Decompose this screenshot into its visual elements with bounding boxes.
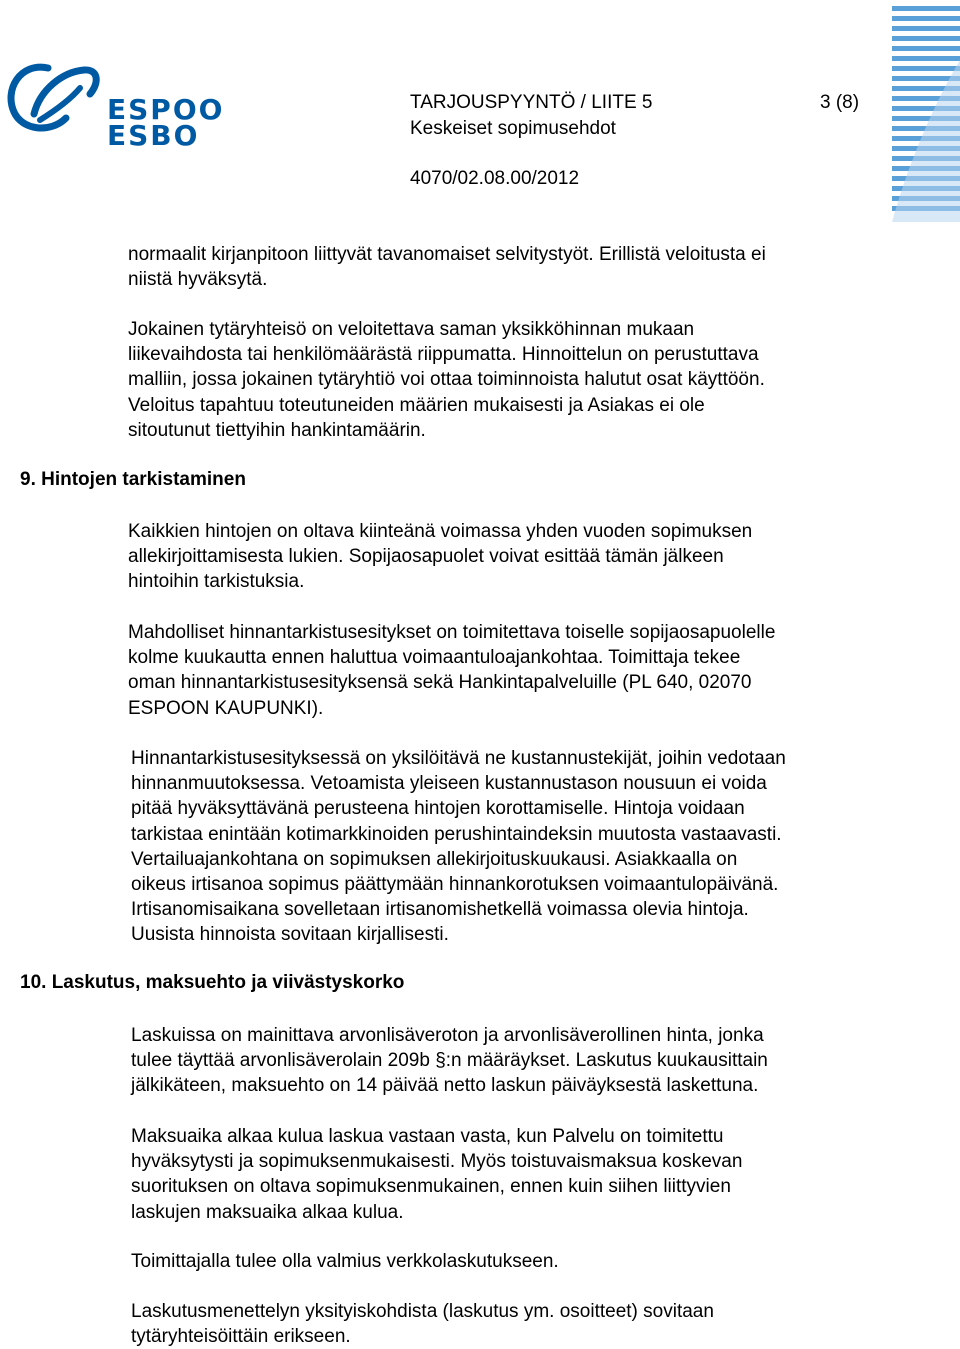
text-line: normaalit kirjanpitoon liittyvät tavanomaiset selvitystyöt. Erillistä veloitusta ei	[128, 244, 766, 265]
text-line: Irtisanomisaikana sovelletaan irtisanomishetkellä voimassa olevia hintoja.	[131, 899, 749, 921]
text-line: kolme kuukautta ennen haluttua voimaantuloajankohtaa. Toimittaja tekee	[128, 647, 741, 669]
text-line: sitoutunut tiettyihin hankintamäärin.	[128, 419, 426, 441]
text-line: niistä hyväksytä.	[128, 269, 268, 291]
text-line: hintoihin tarkistuksia.	[128, 571, 305, 593]
text-line: Hinnantarkistusesityksessä on yksilöitävä ne kustannustekijät, joihin vedotaan	[131, 748, 786, 769]
decorative-stripes	[892, 0, 960, 222]
text-line: tulee täyttää arvonlisäverolain 209b §:n määräykset. Laskutus kuukausittain	[131, 1050, 768, 1072]
text-line: Toimittajalla tulee olla valmius verkkolaskutukseen.	[131, 1251, 559, 1272]
text-line: Laskuissa on mainittava arvonlisäveroton ja arvonlisäverollinen hinta, jonka	[131, 1025, 764, 1046]
paragraph	[128, 317, 918, 443]
text-line: hyväksytysti ja sopimuksenmukaisesti. Myös toistuvaismaksua koskevan	[131, 1151, 743, 1173]
document-subtitle: Keskeiset sopimusehdot	[410, 118, 616, 139]
page-number: 3 (8)	[820, 92, 860, 113]
text-line: Vertailuajankohtana on sopimuksen allekirjoituskuukausi. Asiakkaalla on	[131, 848, 738, 870]
text-line: jälkikäteen, maksuehto on 14 päivää netto laskun päiväyksestä laskettuna.	[131, 1075, 759, 1097]
paragraph	[128, 620, 918, 721]
text-line: Veloitus tapahtuu toteutuneiden määrien mukaisesti ja Asiakas ei ole	[128, 394, 705, 416]
text-line: oikeus irtisanoa sopimus päättymään hinnankorotuksen voimaantulopäivänä.	[131, 874, 779, 896]
text-line: Maksuaika alkaa kulua laskua vastaan vasta, kun Palvelu on toimitettu	[131, 1126, 724, 1147]
text-line: hinnanmuutoksessa. Vetoamista yleiseen kustannustason nousuun ei voida	[131, 773, 767, 795]
text-line: liikevaihdosta tai henkilömäärästä riippumatta. Hinnoittelun on perustuttava	[128, 344, 759, 366]
logo-text-espoo: ESPOO	[107, 93, 225, 126]
text-line: pitää hyväksyttävänä perusteena hintojen korottamiselle. Hintoja voidaan	[131, 798, 745, 820]
paragraph	[128, 242, 918, 292]
text-line: Kaikkien hintojen on oltava kiinteänä voimassa yhden vuoden sopimuksen	[128, 521, 753, 542]
espoo-logo	[0, 50, 225, 152]
paragraph	[131, 1299, 921, 1349]
document-title: TARJOUSPYYNTÖ / LIITE 5	[410, 92, 653, 113]
espoo-swirl-icon	[0, 50, 110, 150]
text-line: Uusista hinnoista sovitaan kirjallisesti.	[131, 924, 449, 946]
paragraph	[128, 519, 918, 595]
text-line: Jokainen tytäryhteisö on veloitettava saman yksikköhinnan mukaan	[128, 319, 695, 340]
paragraph	[131, 1023, 921, 1099]
section-heading-9: 9. Hintojen tarkistaminen	[20, 469, 246, 490]
text-line: oman hinnantarkistusesityksensä sekä Hankintapalveluille (PL 640, 02070	[128, 672, 752, 694]
text-line: suorituksen on oltava sopimuksenmukainen, ennen kuin siihen liittyvien	[131, 1176, 731, 1198]
logo-text-esbo: ESBO	[107, 119, 200, 152]
paragraph	[131, 1124, 921, 1225]
text-line: tarkistaa enintään kotimarkkinoiden perushintaindeksin muutosta vastaavasti.	[131, 823, 782, 845]
section-heading-10: 10. Laskutus, maksuehto ja viivästyskorko	[20, 972, 405, 993]
text-line: Mahdolliset hinnantarkistusesitykset on toimitettava toiselle sopijaosapuolelle	[128, 622, 776, 643]
paragraph	[131, 1249, 921, 1274]
text-line: allekirjoittamisesta lukien. Sopijaosapuolet voivat esittää tämän jälkeen	[128, 546, 724, 568]
text-line: tytäryhteisöittäin erikseen.	[131, 1326, 351, 1348]
paragraph	[131, 746, 921, 948]
text-line: ESPOON KAUPUNKI).	[128, 697, 324, 719]
text-line: laskujen maksuaika alkaa kulua.	[131, 1201, 404, 1223]
reference-number: 4070/02.08.00/2012	[410, 168, 580, 189]
text-line: malliin, jossa jokainen tytäryhtiö voi ottaa toiminnoista halutut osat käyttöön.	[128, 369, 765, 391]
text-line: Laskutusmenettelyn yksityiskohdista (laskutus ym. osoitteet) sovitaan	[131, 1301, 714, 1322]
